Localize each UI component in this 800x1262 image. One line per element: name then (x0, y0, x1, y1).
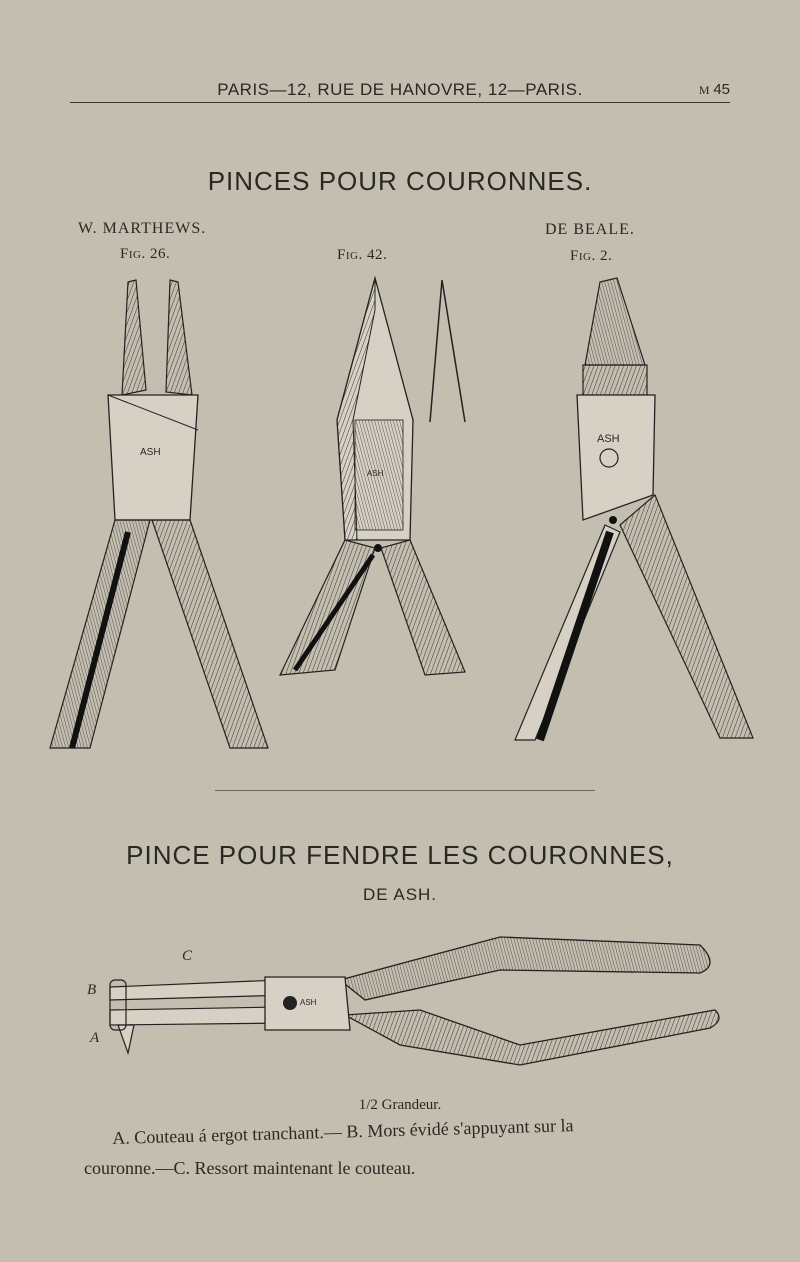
section-title-fendre: PINCE POUR FENDRE LES COURONNES, (126, 840, 674, 870)
legend-line-1: A. Couteau á ergot tranchant.— B. Mors évidé s'appuyant sur la (112, 1115, 574, 1148)
legend-line-2: couronne.—C. Ressort maintenant le couteau. (84, 1158, 416, 1178)
pliers-fig-42-illustration (275, 270, 475, 690)
figure-label-26: Fig. 26. (120, 246, 171, 262)
section-subtitle-ash: DE ASH. (362, 885, 438, 904)
part-letter-c: C (182, 948, 193, 964)
pliers-fig-26-illustration (40, 270, 280, 760)
figure-label-2: Fig. 2. (570, 248, 613, 264)
maker-right: DE BEALE. (545, 221, 635, 238)
stamp-splitting-pliers: ASH (300, 998, 317, 1007)
part-letter-b: B (87, 982, 97, 998)
maker-left: W. MARTHEWS. (78, 220, 207, 237)
stamp-fig-26: ASH (140, 447, 161, 458)
section-divider (215, 790, 595, 791)
part-letter-a: A (90, 1030, 100, 1046)
scale-caption: 1/2 Grandeur. (358, 1097, 442, 1113)
stamp-fig-2: ASH (597, 433, 620, 445)
stamp-fig-42: ASH (367, 469, 384, 478)
crown-splitting-pliers-illustration (100, 925, 730, 1075)
pliers-fig-2-illustration (505, 270, 765, 750)
running-title: PARIS—12, RUE DE HANOVRE, 12—PARIS. (217, 80, 583, 99)
page-number (699, 81, 730, 99)
section-title-pinces: PINCES POUR COURONNES. (207, 166, 593, 196)
running-header (70, 80, 730, 103)
page-number-value: 45 (713, 81, 730, 98)
figure-label-42: Fig. 42. (337, 247, 388, 263)
page-prefix: M (698, 83, 710, 97)
